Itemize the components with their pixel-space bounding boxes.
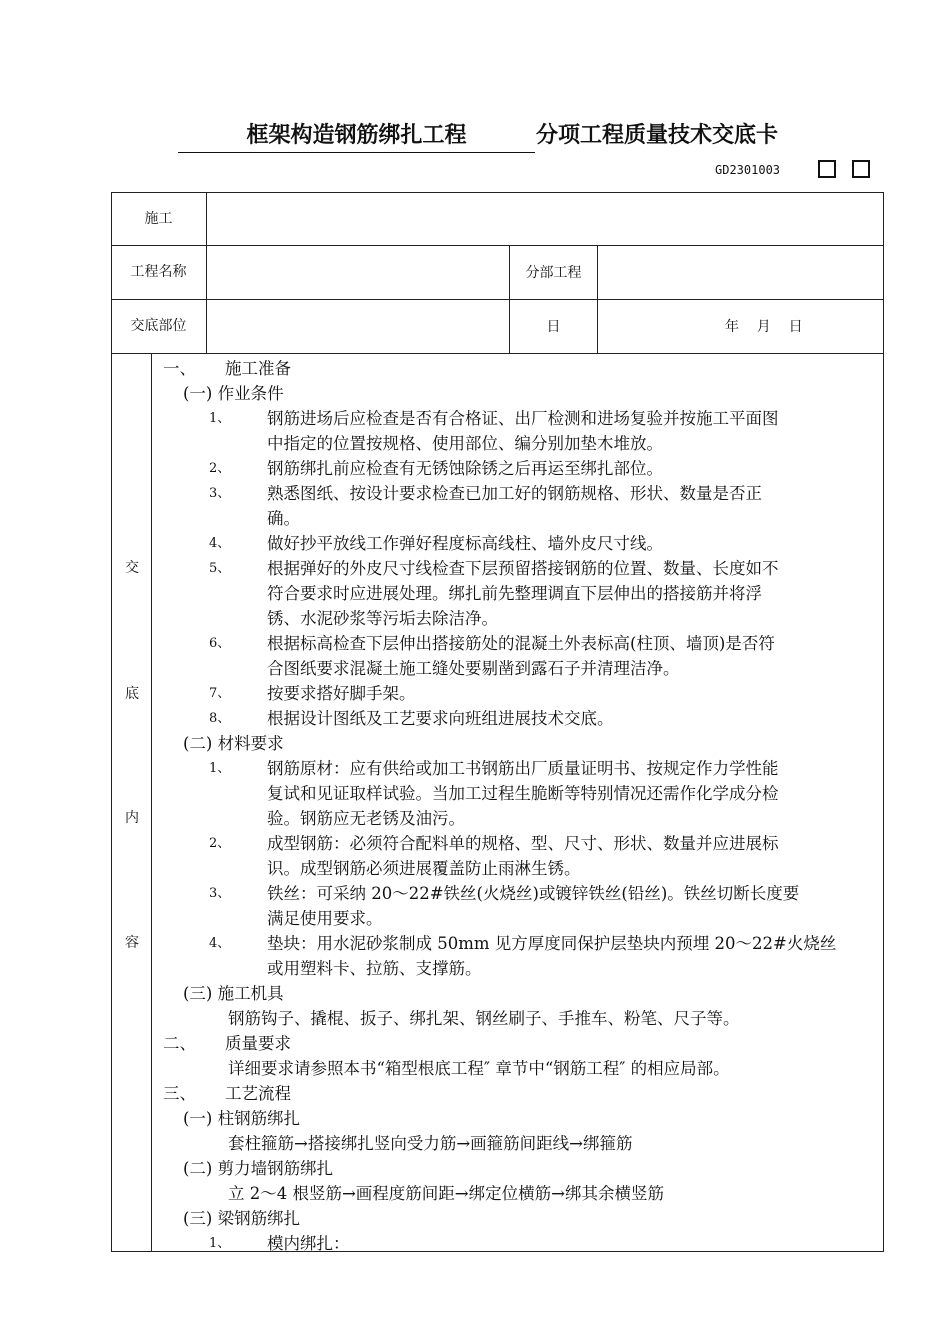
list-item	[155, 481, 875, 506]
item-number: 3、	[209, 486, 231, 501]
sub-project-label: 分部工程	[525, 265, 582, 281]
item-number: 2、	[209, 461, 231, 476]
list-item	[155, 756, 875, 781]
date-value: 年 月 日	[725, 319, 803, 335]
list-item	[155, 406, 875, 431]
section-number: 二、	[163, 1034, 196, 1053]
item-text-continued: 锈、水泥砂浆等污垢去除洁净。	[267, 609, 498, 628]
title-suffix: 分项工程质量技术交底卡	[536, 123, 779, 148]
row-divider	[111, 353, 884, 354]
subsection-heading	[155, 731, 875, 756]
subsection-heading	[155, 1156, 875, 1181]
item-text-continued: 复试和见证取样试验。当加工过程生脆断等特别情况还需作化学成分检	[267, 784, 779, 803]
construction-label: 施工	[144, 211, 173, 227]
item-number: 6、	[209, 636, 231, 651]
paragraph	[155, 1006, 875, 1031]
paragraph-text: 详细要求请参照本书“箱型根底工程″ 章节中“钢筋工程″ 的相应局部。	[228, 1059, 730, 1078]
item-number: 8、	[209, 711, 231, 726]
side-label-char: 容	[125, 935, 139, 951]
date-label: 日	[546, 319, 561, 335]
list-item	[155, 456, 875, 481]
item-text: 钢筋绑扎前应检查有无锈蚀除锈之后再运至绑扎部位。	[267, 459, 663, 478]
flow-steps: 套柱箍筋→搭接绑扎竖向受力筋→画箍筋间距线→绑箍筋	[228, 1134, 633, 1153]
subsection-title: (一) 作业条件	[183, 384, 284, 403]
doc-code: GD2301003	[715, 163, 781, 177]
section-number: 一、	[163, 359, 196, 378]
item-text: 模内绑扎：	[267, 1234, 350, 1253]
row-divider	[111, 245, 884, 246]
item-text: 根据弹好的外皮尺寸线检查下层预留搭接钢筋的位置、数量、长度如不	[267, 559, 779, 578]
section-title: 施工准备	[225, 359, 291, 378]
item-text-continued: 验。钢筋应无老锈及油污。	[267, 809, 465, 828]
section-number: 三、	[163, 1084, 196, 1103]
subsection-heading	[155, 1206, 875, 1231]
item-number: 4、	[209, 936, 231, 951]
item-number: 5、	[209, 561, 231, 576]
list-item	[155, 631, 875, 656]
item-text: 根据标高检查下层伸出搭接筋处的混凝土外表标高(柱顶、墙顶)是否符	[267, 634, 775, 653]
subsection-title: (三) 梁钢筋绑扎	[183, 1209, 301, 1228]
list-item	[155, 531, 875, 556]
section-title: 质量要求	[225, 1034, 291, 1053]
item-number: 1、	[209, 761, 231, 776]
item-text-continued: 识。成型钢筋必须进展覆盖防止雨淋生锈。	[267, 859, 581, 878]
subsection-heading	[155, 1106, 875, 1131]
section-title: 工艺流程	[225, 1084, 291, 1103]
project-name-label: 工程名称	[130, 264, 187, 280]
item-text: 成型钢筋：必须符合配料单的规格、型、尺寸、形状、数量并应进展标	[267, 834, 779, 853]
col-divider	[206, 192, 207, 353]
item-text: 做好抄平放线工作弹好程度标高线柱、墙外皮尺寸线。	[267, 534, 663, 553]
title-project-name: 框架构造钢筋绑扎工程	[178, 120, 535, 153]
item-number: 2、	[209, 836, 231, 851]
subsection-title: (二) 剪力墙钢筋绑扎	[183, 1159, 334, 1178]
side-label-char: 底	[125, 686, 139, 702]
item-number: 3、	[209, 886, 231, 901]
item-text: 钢筋原材：应有供给或加工书钢筋出厂质量证明书、按规定作力学性能	[267, 759, 779, 778]
checkbox-1[interactable]	[818, 160, 836, 178]
flow-steps: 立 2～4 根竖筋→画程度筋间距→绑定位横筋→绑其余横竖筋	[228, 1184, 664, 1203]
item-text: 铁丝：可采纳 20～22#铁丝(火烧丝)或镀锌铁丝(铅丝)。铁丝切断长度要	[267, 884, 800, 903]
item-number: 1、	[209, 411, 231, 426]
row-divider	[111, 299, 884, 300]
list-item	[155, 831, 875, 856]
flow-text	[155, 1131, 875, 1156]
section-heading	[155, 1031, 875, 1056]
list-item	[155, 931, 875, 956]
list-item	[155, 881, 875, 906]
item-text: 熟悉图纸、按设计要求检查已加工好的钢筋规格、形状、数量是否正	[267, 484, 762, 503]
document-title	[178, 120, 838, 152]
item-text: 垫块：用水泥砂浆制成 50mm 见方厚度同保护层垫块内预埋 20～22#火烧丝	[267, 934, 837, 953]
flow-text	[155, 1181, 875, 1206]
side-label-char: 内	[125, 810, 139, 826]
paragraph	[155, 1056, 875, 1081]
section-heading	[155, 1081, 875, 1106]
item-text-continued: 或用塑料卡、拉筋、支撑筋。	[267, 959, 482, 978]
item-number: 4、	[209, 536, 231, 551]
subsection-title: (二) 材料要求	[183, 734, 284, 753]
section-heading	[155, 356, 875, 381]
item-text-continued: 中指定的位置按规格、使用部位、编分别加垫木堆放。	[267, 434, 663, 453]
list-item	[155, 1231, 875, 1256]
subsection-heading	[155, 981, 875, 1006]
item-text-continued: 确。	[267, 509, 300, 528]
list-item	[155, 556, 875, 581]
item-text-continued: 符合要求时应进展处理。绑扎前先整理调直下层伸出的搭接筋并将浮	[267, 584, 762, 603]
item-text-continued: 合图纸要求混凝土施工缝处要剔凿到露石子并清理洁净。	[267, 659, 680, 678]
item-text: 钢筋进场后应检查是否有合格证、出厂检测和进场复验并按施工平面图	[267, 409, 779, 428]
disclosure-content	[155, 356, 875, 1256]
subsection-title: (三) 施工机具	[183, 984, 284, 1003]
checkbox-2[interactable]	[852, 160, 870, 178]
subsection-title: (一) 柱钢筋绑扎	[183, 1109, 301, 1128]
item-text: 按要求搭好脚手架。	[267, 684, 416, 703]
list-item	[155, 706, 875, 731]
list-item	[155, 681, 875, 706]
item-text: 根据设计图纸及工艺要求向班组进展技术交底。	[267, 709, 614, 728]
item-number: 7、	[209, 686, 231, 701]
subsection-heading	[155, 381, 875, 406]
side-label-char: 交	[125, 560, 139, 576]
paragraph-text: 钢筋钩子、撬棍、扳子、绑扎架、钢丝刷子、手推车、粉笔、尺子等。	[228, 1009, 740, 1028]
item-number: 1、	[209, 1236, 231, 1251]
item-text-continued: 满足使用要求。	[267, 909, 383, 928]
disclosure-part-label: 交底部位	[130, 318, 187, 334]
col-divider	[151, 353, 152, 1252]
